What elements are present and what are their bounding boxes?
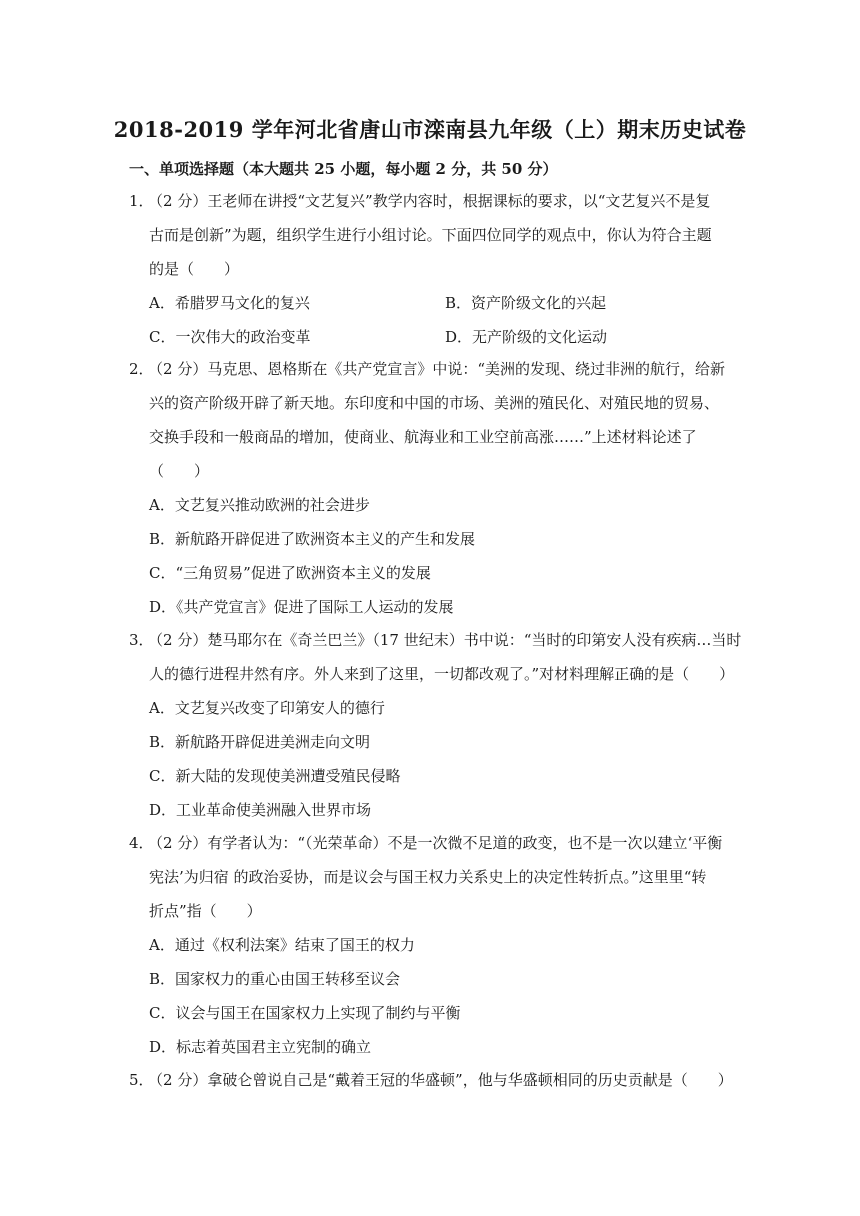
question-3-option-b: B．新航路开辟促进美洲走向文明 [149,733,371,751]
question-1-line-1 [129,191,710,211]
question-4-option-b: B．国家权力的重心由国王转移至议会 [149,970,401,988]
question-2-line-3: 交换手段和一般商品的增加，使商业、航海业和工业空前高涨……”上述材料论述了 [149,428,697,446]
question-4-line-3: 折点”指（ ） [149,902,262,920]
question-3-option-c: C．新大陆的发现使美洲遭受殖民侵略 [149,767,401,785]
question-text: （2 分）有学者认为：“（光荣革命）不是一次微不足道的政变，也不是一次以建立‘平衡 [155,834,723,852]
question-1-option-a: A．希腊罗马文化的复兴 [149,294,310,312]
question-2-option-d: D．《共产党宣言》促进了国际工人运动的发展 [149,598,454,616]
question-text: （2 分）楚马耶尔在《奇兰巴兰》（17 世纪末）书中说：“当时的印第安人没有疾病…当时 [155,631,742,649]
question-4-option-d: D．标志着英国君主立宪制的确立 [149,1038,372,1056]
question-number: 1． [129,192,154,210]
question-2-option-b: B．新航路开辟促进了欧洲资本主义的产生和发展 [149,530,476,548]
question-2-line-1 [129,359,725,379]
question-2-line-2: 兴的资产阶级开辟了新天地。东印度和中国的市场、美洲的殖民化、对殖民地的贸易、 [149,394,720,412]
question-2-option-c: C．“三角贸易”促进了欧洲资本主义的发展 [149,564,431,582]
question-1-option-b: B．资产阶级文化的兴起 [445,294,607,312]
question-5-line-1 [129,1070,733,1090]
question-3-line-2: 人的德行进程井然有序。外人来到了这里，一切都改观了。”对材料理解正确的是（ ） [149,665,735,683]
question-number: 5． [129,1071,154,1089]
question-4-line-1 [129,833,722,853]
question-1-line-3: 的是（ ） [149,260,240,278]
question-text: （2 分）马克思、恩格斯在《共产党宣言》中说：“美洲的发现、绕过非洲的航行，给新 [155,360,726,378]
question-2-line-4: （ ） [149,462,210,480]
question-number: 4． [129,834,154,852]
section-heading: 一、单项选择题（本大题共 25 小题，每小题 2 分，共 50 分） [129,160,558,178]
question-4-option-c: C．议会与国王在国家权力上实现了制约与平衡 [149,1004,461,1022]
question-4-line-2: 宪法’为归宿 的政治妥协，而是议会与国王权力关系史上的决定性转折点。”这里里“转 [149,868,707,886]
question-text: （2 分）拿破仑曾说自己是“戴着王冠的华盛顿”，他与华盛顿相同的历史贡献是（ ） [155,1071,733,1089]
page-title: 2018-2019 学年河北省唐山市滦南县九年级（上）期末历史试卷 [113,117,747,142]
question-4-option-a: A．通过《权利法案》结束了国王的权力 [149,936,415,954]
question-text: （2 分）王老师在讲授“文艺复兴”教学内容时，根据课标的要求，以“文艺复兴不是复 [155,192,711,210]
question-number: 3． [129,631,154,649]
question-3-option-a: A．文艺复兴改变了印第安人的德行 [149,699,385,717]
question-2-option-a: A．文艺复兴推动欧洲的社会进步 [149,496,370,514]
question-1-option-c: C．一次伟大的政治变革 [149,328,311,346]
question-1-option-d: D．无产阶级的文化运动 [445,328,608,346]
question-3-line-1 [129,630,741,650]
question-3-option-d: D．工业革命使美洲融入世界市场 [149,801,372,819]
question-1-line-2: 古而是创新”为题，组织学生进行小组讨论。下面四位同学的观点中，你认为符合主题 [149,226,712,244]
question-number: 2． [129,360,154,378]
